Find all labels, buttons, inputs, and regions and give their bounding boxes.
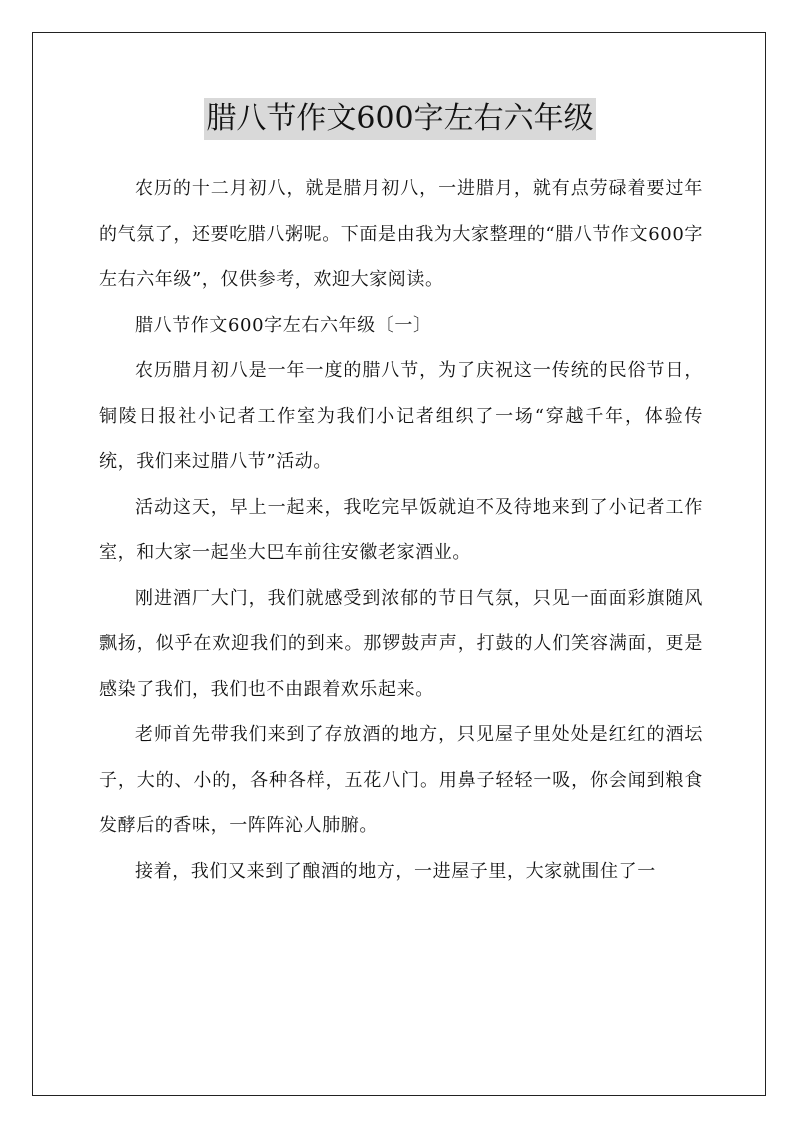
paragraph-body: 农历腊月初八是一年一度的腊八节，为了庆祝这一传统的民俗节日，铜陵日报社小记者工作室为我们小记者组织了一场“穿越千年，体验传统，我们来过腊八节”活动。 bbox=[99, 360, 703, 472]
paragraph-body: 活动这天，早上一起来，我吃完早饭就迫不及待地来到了小记者工作室，和大家一起坐大巴车前往安徽老家酒业。 bbox=[99, 496, 703, 563]
paragraph-intro: 农历的十二月初八，就是腊月初八，一进腊月，就有点劳碌着要过年的气氛了，还要吃腊八粥呢。下面是由我为大家整理的“腊八节作文600字左右六年级”，仅供参考，欢迎大家阅读。 bbox=[99, 178, 703, 290]
paragraph-body: 刚进酒厂大门，我们就感受到浓郁的节日气氛，只见一面面彩旗随风飘扬，似乎在欢迎我们的到来。那锣鼓声声，打鼓的人们笑容满面，更是感染了我们，我们也不由跟着欢乐起来。 bbox=[99, 587, 703, 700]
document-body bbox=[99, 166, 703, 894]
title-container bbox=[0, 98, 800, 140]
paragraph-subheading: 腊八节作文600字左右六年级〔一〕 bbox=[135, 314, 432, 336]
paragraph-body: 老师首先带我们来到了存放酒的地方，只见屋子里处处是红红的酒坛子，大的、小的，各种各样，五花八门。用鼻子轻轻一吸，你会闻到粮食发酵后的香味，一阵阵沁人肺腑。 bbox=[99, 724, 703, 836]
paragraph-body: 接着，我们又来到了酿酒的地方，一进屋子里，大家就围住了一 bbox=[135, 860, 656, 882]
document-title: 腊八节作文600字左右六年级 bbox=[204, 98, 595, 140]
